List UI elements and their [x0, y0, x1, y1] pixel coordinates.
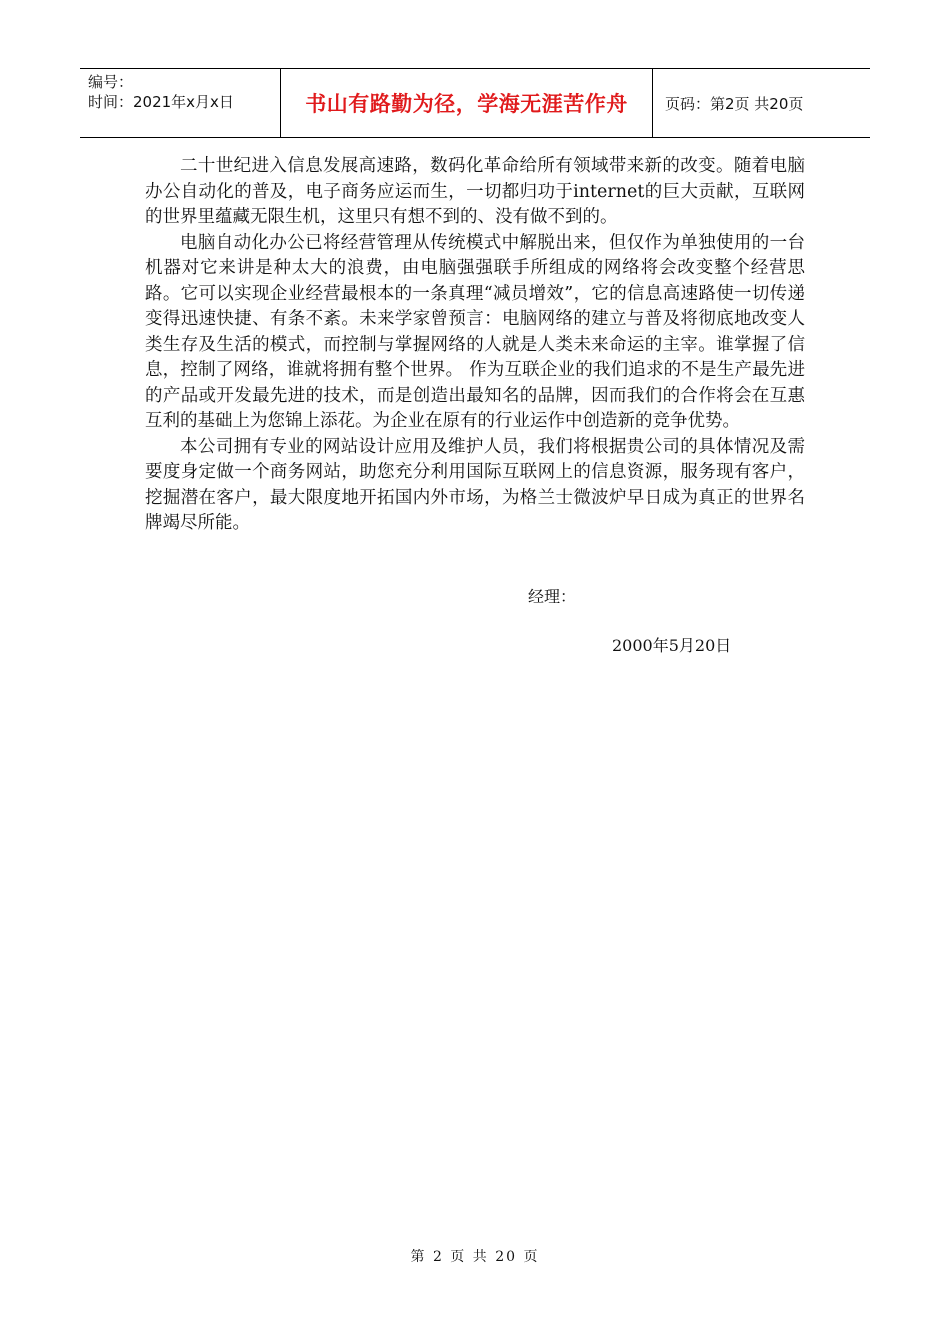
- document-header: [80, 68, 870, 138]
- document-time-label: 时间：2021年x月x日: [88, 93, 234, 111]
- header-motto: 书山有路勤为径，学海无涯苦作舟: [305, 92, 628, 116]
- body-paragraph: 电脑自动化办公已将经营管理从传统模式中解脱出来，但仅作为单独使用的一台机器对它来讲是种太大的浪费，由电脑强强联手所组成的网络将会改变整个经营思路。它可以实现企业经营最根本的一条真理“减员增效”，它的信息高速路使一切传递变得迅速快捷、有条不紊。未来学家曾预言：电脑网络的建立与普及将彻底地改变人类生存及生活的模式，而控制与掌握网络的人就是人类未来命运的主宰。谁掌握了信息，控制了网络，谁就将拥有整个世界。 作为互联企业的我们追求的不是生产最先进的产品或开发最先进的技术，而是创造出最知名的品牌，因而我们的合作将会在互惠互利的基础上为您锦上添花。为企业在原有的行业运作中创造新的竞争优势。: [145, 232, 805, 431]
- document-number-label: 编号：: [88, 73, 134, 91]
- document-body: [145, 154, 805, 537]
- header-motto-cell: [281, 69, 653, 137]
- body-paragraph: 二十世纪进入信息发展高速路，数码化革命给所有领域带来新的改变。随着电脑办公自动化的普及，电子商务应运而生，一切都归功于internet的巨大贡献，互联网的世界里蕴藏无限生机，这里只有想不到的、没有做不到的。: [145, 156, 805, 227]
- header-meta-cell: [80, 69, 281, 137]
- document-date: 2000年5月20日: [612, 636, 732, 655]
- header-page-info: 页码：第2页 共20页: [665, 94, 804, 113]
- header-page-cell: [653, 69, 870, 137]
- body-paragraph: 本公司拥有专业的网站设计应用及维护人员，我们将根据贵公司的具体情况及需要度身定做一个商务网站，助您充分利用国际互联网上的信息资源，服务现有客户，挖掘潜在客户，最大限度地开拓国内外市场，为格兰士微波炉早日成为真正的世界名牌竭尽所能。: [145, 436, 805, 533]
- page-footer: 第 2 页 共 20 页: [410, 1249, 540, 1265]
- manager-signature-label: 经理：: [528, 587, 577, 606]
